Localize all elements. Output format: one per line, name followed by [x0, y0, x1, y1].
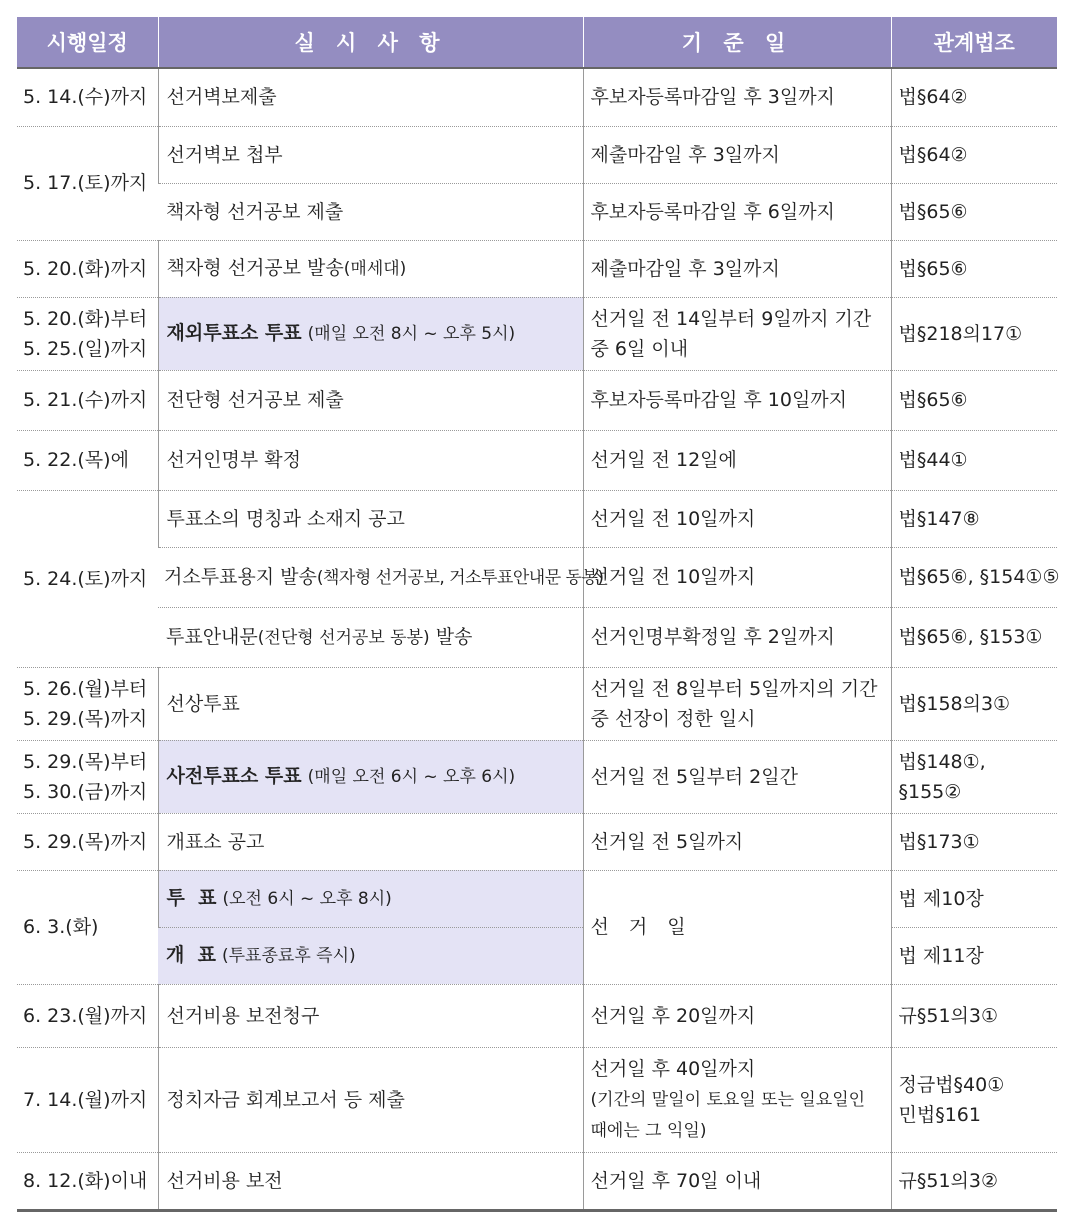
item-cell: 선상투표: [158, 667, 583, 740]
table-row: [17, 927, 1057, 984]
item-cell: 개 표 (투표종료후 즉시): [158, 927, 583, 984]
item-cell: 사전투표소 투표 (매일 오전 6시 ~ 오후 6시): [158, 740, 583, 813]
law-cell: 정금법§40① 민법§161: [891, 1047, 1057, 1152]
law-cell: 법 제11장: [891, 927, 1057, 984]
base-cell: 선거일 후 20일까지: [583, 984, 891, 1047]
base-cell: 선거일 전 12일에: [583, 430, 891, 490]
item-cell: 선거비용 보전청구: [158, 984, 583, 1047]
table-row: [17, 183, 1057, 240]
law-cell: 법 제10장: [891, 870, 1057, 927]
base-cell: 선거인명부확정일 후 2일까지: [583, 607, 891, 667]
table-row: [17, 740, 1057, 813]
date-cell: 5. 29.(목)부터 5. 30.(금)까지: [17, 740, 158, 813]
law-cell: 법§44①: [891, 430, 1057, 490]
table-row: [17, 430, 1057, 490]
table-row: [17, 547, 1057, 607]
law-cell: 규§51의3②: [891, 1152, 1057, 1210]
table-row: [17, 126, 1057, 183]
header-base: 기 준 일: [583, 17, 891, 68]
base-cell: 제출마감일 후 3일까지: [583, 240, 891, 297]
item-cell: 선거벽보 첩부: [158, 126, 583, 183]
item-cell: 개표소 공고: [158, 813, 583, 870]
base-cell: 후보자등록마감일 후 3일까지: [583, 68, 891, 126]
date-cell: 7. 14.(월)까지: [17, 1047, 158, 1152]
header-law: 관계법조: [891, 17, 1057, 68]
base-cell: 후보자등록마감일 후 6일까지: [583, 183, 891, 240]
item-cell: 투표소의 명칭과 소재지 공고: [158, 490, 583, 547]
item-cell: 선거인명부 확정: [158, 430, 583, 490]
table-row: [17, 667, 1057, 740]
date-cell: 6. 23.(월)까지: [17, 984, 158, 1047]
table-row: [17, 1047, 1057, 1152]
law-cell: 법§65⑥, §153①: [891, 607, 1057, 667]
table-row: [17, 984, 1057, 1047]
base-cell: 선거일 전 5일까지: [583, 813, 891, 870]
date-cell: 5. 22.(목)에: [17, 430, 158, 490]
base-cell: 선거일 전 10일까지: [583, 547, 891, 607]
law-cell: 규§51의3①: [891, 984, 1057, 1047]
law-cell: 법§65⑥: [891, 183, 1057, 240]
election-schedule-table: [17, 17, 1060, 1212]
header-item: 실 시 사 항: [158, 17, 583, 68]
table-row: [17, 240, 1057, 297]
date-cell: 5. 29.(목)까지: [17, 813, 158, 870]
item-cell: 선거비용 보전: [158, 1152, 583, 1210]
date-cell: 6. 3.(화): [17, 870, 158, 984]
item-cell: 투표안내문(전단형 선거공보 동봉) 발송: [158, 607, 583, 667]
table-row: [17, 68, 1057, 126]
table-row: [17, 1152, 1057, 1210]
item-cell: 투 표 (오전 6시 ~ 오후 8시): [158, 870, 583, 927]
date-cell: 5. 26.(월)부터 5. 29.(목)까지: [17, 667, 158, 740]
law-cell: 법§65⑥: [891, 370, 1057, 430]
law-cell: 법§65⑥: [891, 240, 1057, 297]
table-row: [17, 870, 1057, 927]
date-cell: 5. 24.(토)까지: [17, 490, 158, 667]
law-cell: 법§147⑧: [891, 490, 1057, 547]
item-cell: 책자형 선거공보 발송(매세대): [158, 240, 583, 297]
law-cell: 법§158의3①: [891, 667, 1057, 740]
date-cell: 5. 21.(수)까지: [17, 370, 158, 430]
base-cell: 선거일 전 5일부터 2일간: [583, 740, 891, 813]
law-cell: 법§64②: [891, 68, 1057, 126]
law-cell: 법§148①, §155②: [891, 740, 1057, 813]
item-cell: 정치자금 회계보고서 등 제출: [158, 1047, 583, 1152]
header-row: [17, 17, 1057, 68]
table-row: [17, 370, 1057, 430]
header-date: 시행일정: [17, 17, 158, 68]
item-cell: 책자형 선거공보 제출: [158, 183, 583, 240]
date-cell: 8. 12.(화)이내: [17, 1152, 158, 1210]
law-cell: 법§64②: [891, 126, 1057, 183]
base-cell: 선거일 후 70일 이내: [583, 1152, 891, 1210]
date-cell: 5. 20.(화)부터 5. 25.(일)까지: [17, 297, 158, 370]
table-row: [17, 490, 1057, 547]
date-cell: 5. 17.(토)까지: [17, 126, 158, 240]
base-cell: 선 거 일: [583, 870, 891, 984]
table-row: [17, 813, 1057, 870]
base-cell: 선거일 전 10일까지: [583, 490, 891, 547]
base-cell: 선거일 후 40일까지 (기간의 말일이 토요일 또는 일요일인 때에는 그 익일): [583, 1047, 891, 1152]
item-cell: 선거벽보제출: [158, 68, 583, 126]
base-cell: 후보자등록마감일 후 10일까지: [583, 370, 891, 430]
date-cell: 5. 20.(화)까지: [17, 240, 158, 297]
date-cell: 5. 14.(수)까지: [17, 68, 158, 126]
item-cell: 재외투표소 투표 (매일 오전 8시 ~ 오후 5시): [158, 297, 583, 370]
table-row: [17, 297, 1057, 370]
item-cell: 거소투표용지 발송(책자형 선거공보, 거소투표안내문 동봉): [158, 547, 583, 607]
law-cell: 법§218의17①: [891, 297, 1057, 370]
base-cell: 선거일 전 14일부터 9일까지 기간 중 6일 이내: [583, 297, 891, 370]
item-cell: 전단형 선거공보 제출: [158, 370, 583, 430]
law-cell: 법§173①: [891, 813, 1057, 870]
base-cell: 제출마감일 후 3일까지: [583, 126, 891, 183]
base-cell: 선거일 전 8일부터 5일까지의 기간 중 선장이 정한 일시: [583, 667, 891, 740]
table-row: [17, 607, 1057, 667]
law-cell: 법§65⑥, §154①⑤: [891, 547, 1057, 607]
